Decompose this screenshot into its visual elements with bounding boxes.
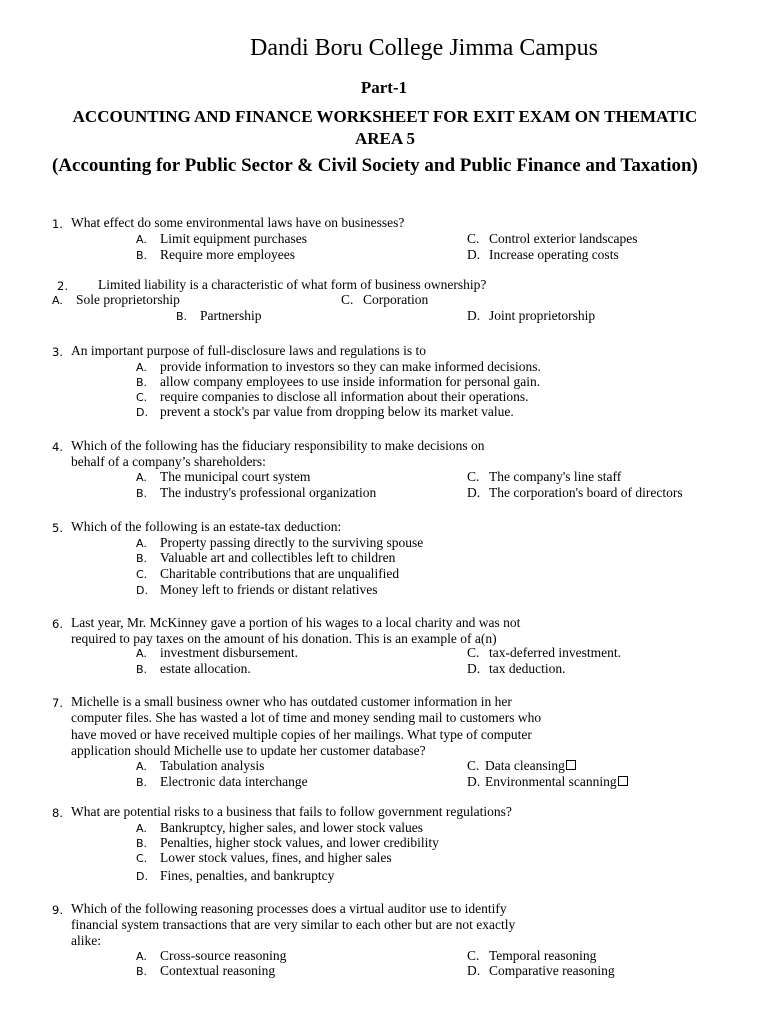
option-b[interactable]: B. allow company employees to use inside information for personal gain. (136, 374, 541, 389)
option-d[interactable]: D. Joint proprietorship (467, 308, 596, 323)
question-number: 2. (57, 279, 68, 293)
option-b[interactable]: B. Contextual reasoning (136, 963, 276, 978)
option-d[interactable]: D. Environmental scanning (467, 774, 628, 790)
option-d[interactable]: D. prevent a stock's par value from dropping below its market value. (136, 404, 514, 419)
question-stem: Limited liability is a characteristic of what form of business ownership? (98, 277, 487, 292)
option-c[interactable]: C. Data cleansing (467, 758, 576, 774)
option-c[interactable]: C. require companies to disclose all information about their operations. (136, 389, 529, 404)
option-c[interactable]: C. Lower stock values, fines, and higher sales (136, 850, 392, 865)
question-stem-line-2: behalf of a company’s shareholders: (71, 454, 266, 469)
option-a[interactable]: A. Bankruptcy, higher sales, and lower stock values (136, 820, 424, 835)
option-b[interactable]: B. The industry's professional organization (136, 485, 377, 500)
option-a[interactable]: A. provide information to investors so they can make informed decisions. (136, 359, 541, 374)
option-b[interactable]: B. Require more employees (136, 247, 295, 262)
question-stem-line-1: Last year, Mr. McKinney gave a portion of his wages to a local charity and was not (71, 615, 521, 630)
option-c[interactable]: C. Charitable contributions that are unqualified (136, 566, 400, 581)
question-number: 7. (52, 696, 63, 710)
option-a[interactable]: A. The municipal court system (136, 469, 311, 484)
checkbox-icon (566, 760, 576, 770)
option-b[interactable]: B. estate allocation. (136, 661, 251, 676)
option-d[interactable]: D. Fines, penalties, and bankruptcy (136, 868, 335, 883)
option-d[interactable]: D. The corporation's board of directors (467, 485, 683, 500)
option-b[interactable]: B. Penalties, higher stock values, and lower credibility (136, 835, 439, 850)
question-stem-line-1: Michelle is a small business owner who has outdated customer information in her (71, 694, 512, 709)
question-stem-line-3: alike: (71, 933, 101, 948)
option-d[interactable]: D. Money left to friends or distant relatives (136, 582, 378, 597)
question-stem-line-1: Which of the following reasoning processes does a virtual auditor use to identify (71, 901, 507, 916)
option-c[interactable]: C. Temporal reasoning (467, 948, 597, 963)
option-d[interactable]: D. Increase operating costs (467, 247, 619, 262)
option-c[interactable]: C. Corporation (341, 292, 429, 307)
option-c[interactable]: C. Control exterior landscapes (467, 231, 638, 246)
question-number: 6. (52, 617, 63, 631)
question-number: 1. (52, 217, 63, 231)
question-stem-line-3: have moved or have received multiple copies of her mailings. What type of computer (71, 727, 532, 742)
option-c[interactable]: C. The company's line staff (467, 469, 622, 484)
question-number: 5. (52, 521, 63, 535)
option-a[interactable]: A. Tabulation analysis (136, 758, 265, 773)
option-b[interactable]: B. Electronic data interchange (136, 774, 308, 789)
option-c[interactable]: C. tax-deferred investment. (467, 645, 621, 660)
option-a[interactable]: A. Sole proprietorship (52, 292, 180, 307)
option-d[interactable]: D. Comparative reasoning (467, 963, 615, 978)
question-stem: Which of the following is an estate-tax deduction: (71, 519, 342, 534)
option-a[interactable]: A. Cross-source reasoning (136, 948, 287, 963)
question-stem: What effect do some environmental laws have on businesses? (71, 215, 405, 230)
option-a[interactable]: A. investment disbursement. (136, 645, 298, 660)
option-a[interactable]: A. Limit equipment purchases (136, 231, 307, 246)
question-stem: What are potential risks to a business that fails to follow government regulations? (71, 804, 512, 819)
worksheet-title: ACCOUNTING AND FINANCE WORKSHEET FOR EXIT EXAM ON THEMATIC AREA 5 (72, 107, 698, 148)
question-stem-line-2: computer files. She has wasted a lot of time and money sending mail to customers who (71, 710, 542, 725)
question-stem-line-4: application should Michelle use to update her customer database? (71, 743, 426, 758)
question-number: 9. (52, 903, 63, 917)
question-number: 4. (52, 440, 63, 454)
option-d[interactable]: D. tax deduction. (467, 661, 566, 676)
checkbox-icon (618, 776, 628, 786)
option-b[interactable]: B. Valuable art and collectibles left to children (136, 550, 396, 565)
campus-title: Dandi Boru College Jimma Campus (250, 35, 598, 61)
question-stem-line-1: Which of the following has the fiduciary responsibility to make decisions on (71, 438, 485, 453)
question-number: 3. (52, 345, 63, 359)
question-stem-line-2: financial system transactions that are very similar to each other but are not exactly (71, 917, 516, 932)
question-stem-line-2: required to pay taxes on the amount of his donation. This is an example of a(n) (71, 631, 497, 646)
question-stem: An important purpose of full-disclosure laws and regulations is to (71, 343, 427, 358)
thematic-area-title: (Accounting for Public Sector & Civil Society and Public Finance and Taxation) (52, 155, 698, 176)
option-a[interactable]: A. Property passing directly to the surviving spouse (136, 535, 424, 550)
part-label: Part-1 (360, 78, 408, 97)
option-b[interactable]: B. Partnership (176, 308, 262, 323)
question-number: 8. (52, 806, 63, 820)
